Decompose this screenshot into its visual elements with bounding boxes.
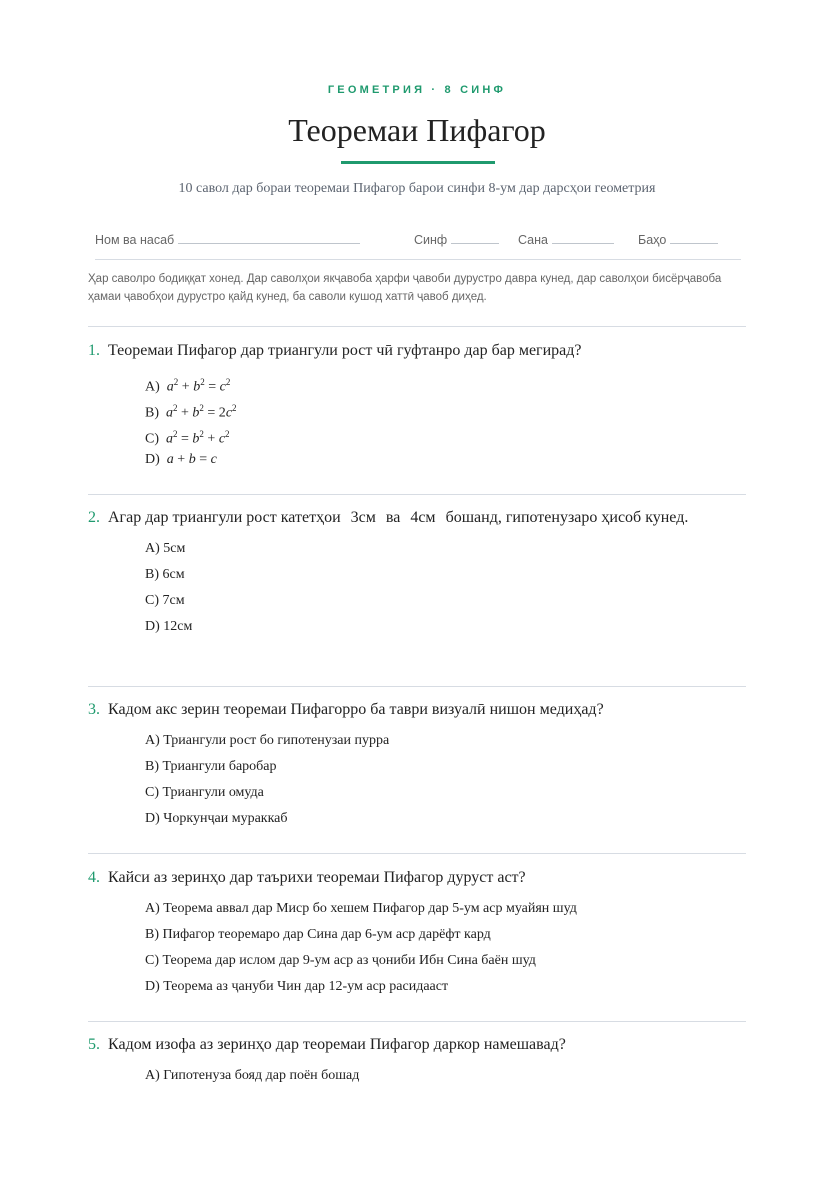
name-field-label: Ном ва насаб [95, 233, 175, 247]
options-list [145, 369, 746, 473]
option-b[interactable]: B) 6см [145, 567, 185, 582]
option-a[interactable]: A) 5см [145, 541, 186, 556]
divider [88, 853, 746, 854]
option-a[interactable]: A) Триангули рост бо гипотенузаи пурра [145, 733, 390, 748]
options-list [145, 728, 746, 832]
option-d[interactable]: D) Чоркунҷаи мураккаб [145, 811, 288, 826]
question-4 [88, 866, 746, 1000]
grade-field[interactable] [638, 231, 718, 247]
class-field[interactable] [414, 231, 499, 247]
class-field-line[interactable] [451, 231, 499, 244]
option-c[interactable]: C) 7см [145, 593, 185, 608]
question-stem [88, 1033, 746, 1057]
student-info-row [95, 231, 741, 260]
question-5 [88, 1033, 746, 1089]
instructions-text: Ҳар саволро бодиққат хонед. Дар саволҳои якҷавоба ҳарфи ҷавоби дурустро давра кунед, дар саволҳои бисёрҷавоба ҳамаи ҷавобҳои дурустро қайд кунед, ба саволи кушод хаттӣ ҷавоб диҳед. [88, 273, 722, 303]
question-number: 1. [88, 342, 100, 359]
options-list [145, 536, 746, 640]
title-underline [341, 161, 495, 164]
name-field[interactable] [95, 231, 360, 247]
grade-field-label: Баҳо [638, 233, 667, 247]
subject-label: ГЕОМЕТРИЯ · 8 СИНФ [327, 84, 507, 96]
question-stem [88, 339, 746, 363]
question-text: Теоремаи Пифагор дар триангули рост чӣ гуфтанро дар бар мегирад? [108, 342, 582, 359]
grade-field-line[interactable] [670, 231, 718, 244]
question-number: 4. [88, 869, 100, 886]
date-field[interactable] [518, 231, 614, 247]
option-d[interactable]: D) Теорема аз ҷануби Чин дар 12-ум аср расидааст [145, 979, 449, 994]
question-text: Кайси аз зеринҳо дар таърихи теоремаи Пифагор дуруст аст? [108, 869, 526, 886]
option-b[interactable]: B) Триангули баробар [145, 759, 277, 774]
options-list [145, 896, 746, 1000]
question-stem [88, 698, 746, 722]
question-3 [88, 698, 746, 832]
option-c[interactable]: C) Теорема дар ислом дар 9-ум аср аз ҷониби Ибн Сина баён шуд [145, 953, 536, 968]
divider [88, 686, 746, 687]
page-title: Теоремаи Пифагор [288, 112, 546, 148]
option-b[interactable]: B) $a^2 + b^2 = 2c^2$ [145, 403, 237, 421]
class-field-label: Синф [414, 233, 448, 247]
option-a[interactable]: A) Теорема аввал дар Миср бо хешем Пифагор дар 5-ум аср муайян шуд [145, 901, 577, 916]
value-highlight: 3см [350, 509, 376, 526]
option-c[interactable]: C) Триангули омуда [145, 785, 264, 800]
question-text-part: бошанд, гипотенузаро ҳисоб кунед. [445, 509, 689, 526]
option-a[interactable]: A) Гипотенуза бояд дар поён бошад [145, 1068, 360, 1083]
question-stem [88, 506, 746, 530]
options-list [145, 1063, 746, 1089]
question-number: 5. [88, 1036, 100, 1053]
question-2 [88, 506, 746, 640]
question-text-part: ва [385, 509, 401, 526]
page-subtitle: 10 савол дар бораи теоремаи Пифагор барои синфи 8-ум дар дарсҳои геометрия [178, 181, 656, 196]
name-field-line[interactable] [178, 231, 360, 244]
question-text: Кадом изофа аз зеринҳо дар теоремаи Пифагор даркор намешавад? [108, 1036, 566, 1053]
option-b[interactable]: B) Пифагор теоремаро дар Сина дар 6-ум аср дарёфт кард [145, 927, 491, 942]
question-stem [88, 866, 746, 890]
divider [88, 1021, 746, 1022]
option-a[interactable]: A) $a^2 + b^2 = c^2$ [145, 377, 231, 395]
option-d[interactable]: D) a + b = c [145, 452, 217, 467]
question-number: 3. [88, 701, 100, 718]
divider [88, 326, 746, 327]
divider [88, 494, 746, 495]
question-number: 2. [88, 509, 100, 526]
question-text: Кадом акс зерин теоремаи Пифагорро ба таври визуалӣ нишон медиҳад? [108, 701, 604, 718]
date-field-label: Сана [518, 233, 548, 247]
value-highlight: 4см [410, 509, 436, 526]
option-c[interactable]: C) $a^2 = b^2 + c^2$ [145, 429, 230, 447]
option-d[interactable]: D) 12см [145, 619, 193, 634]
date-field-line[interactable] [552, 231, 614, 244]
question-1 [88, 339, 746, 473]
question-text-part: Агар дар триангули рост катетҳои [108, 509, 341, 526]
